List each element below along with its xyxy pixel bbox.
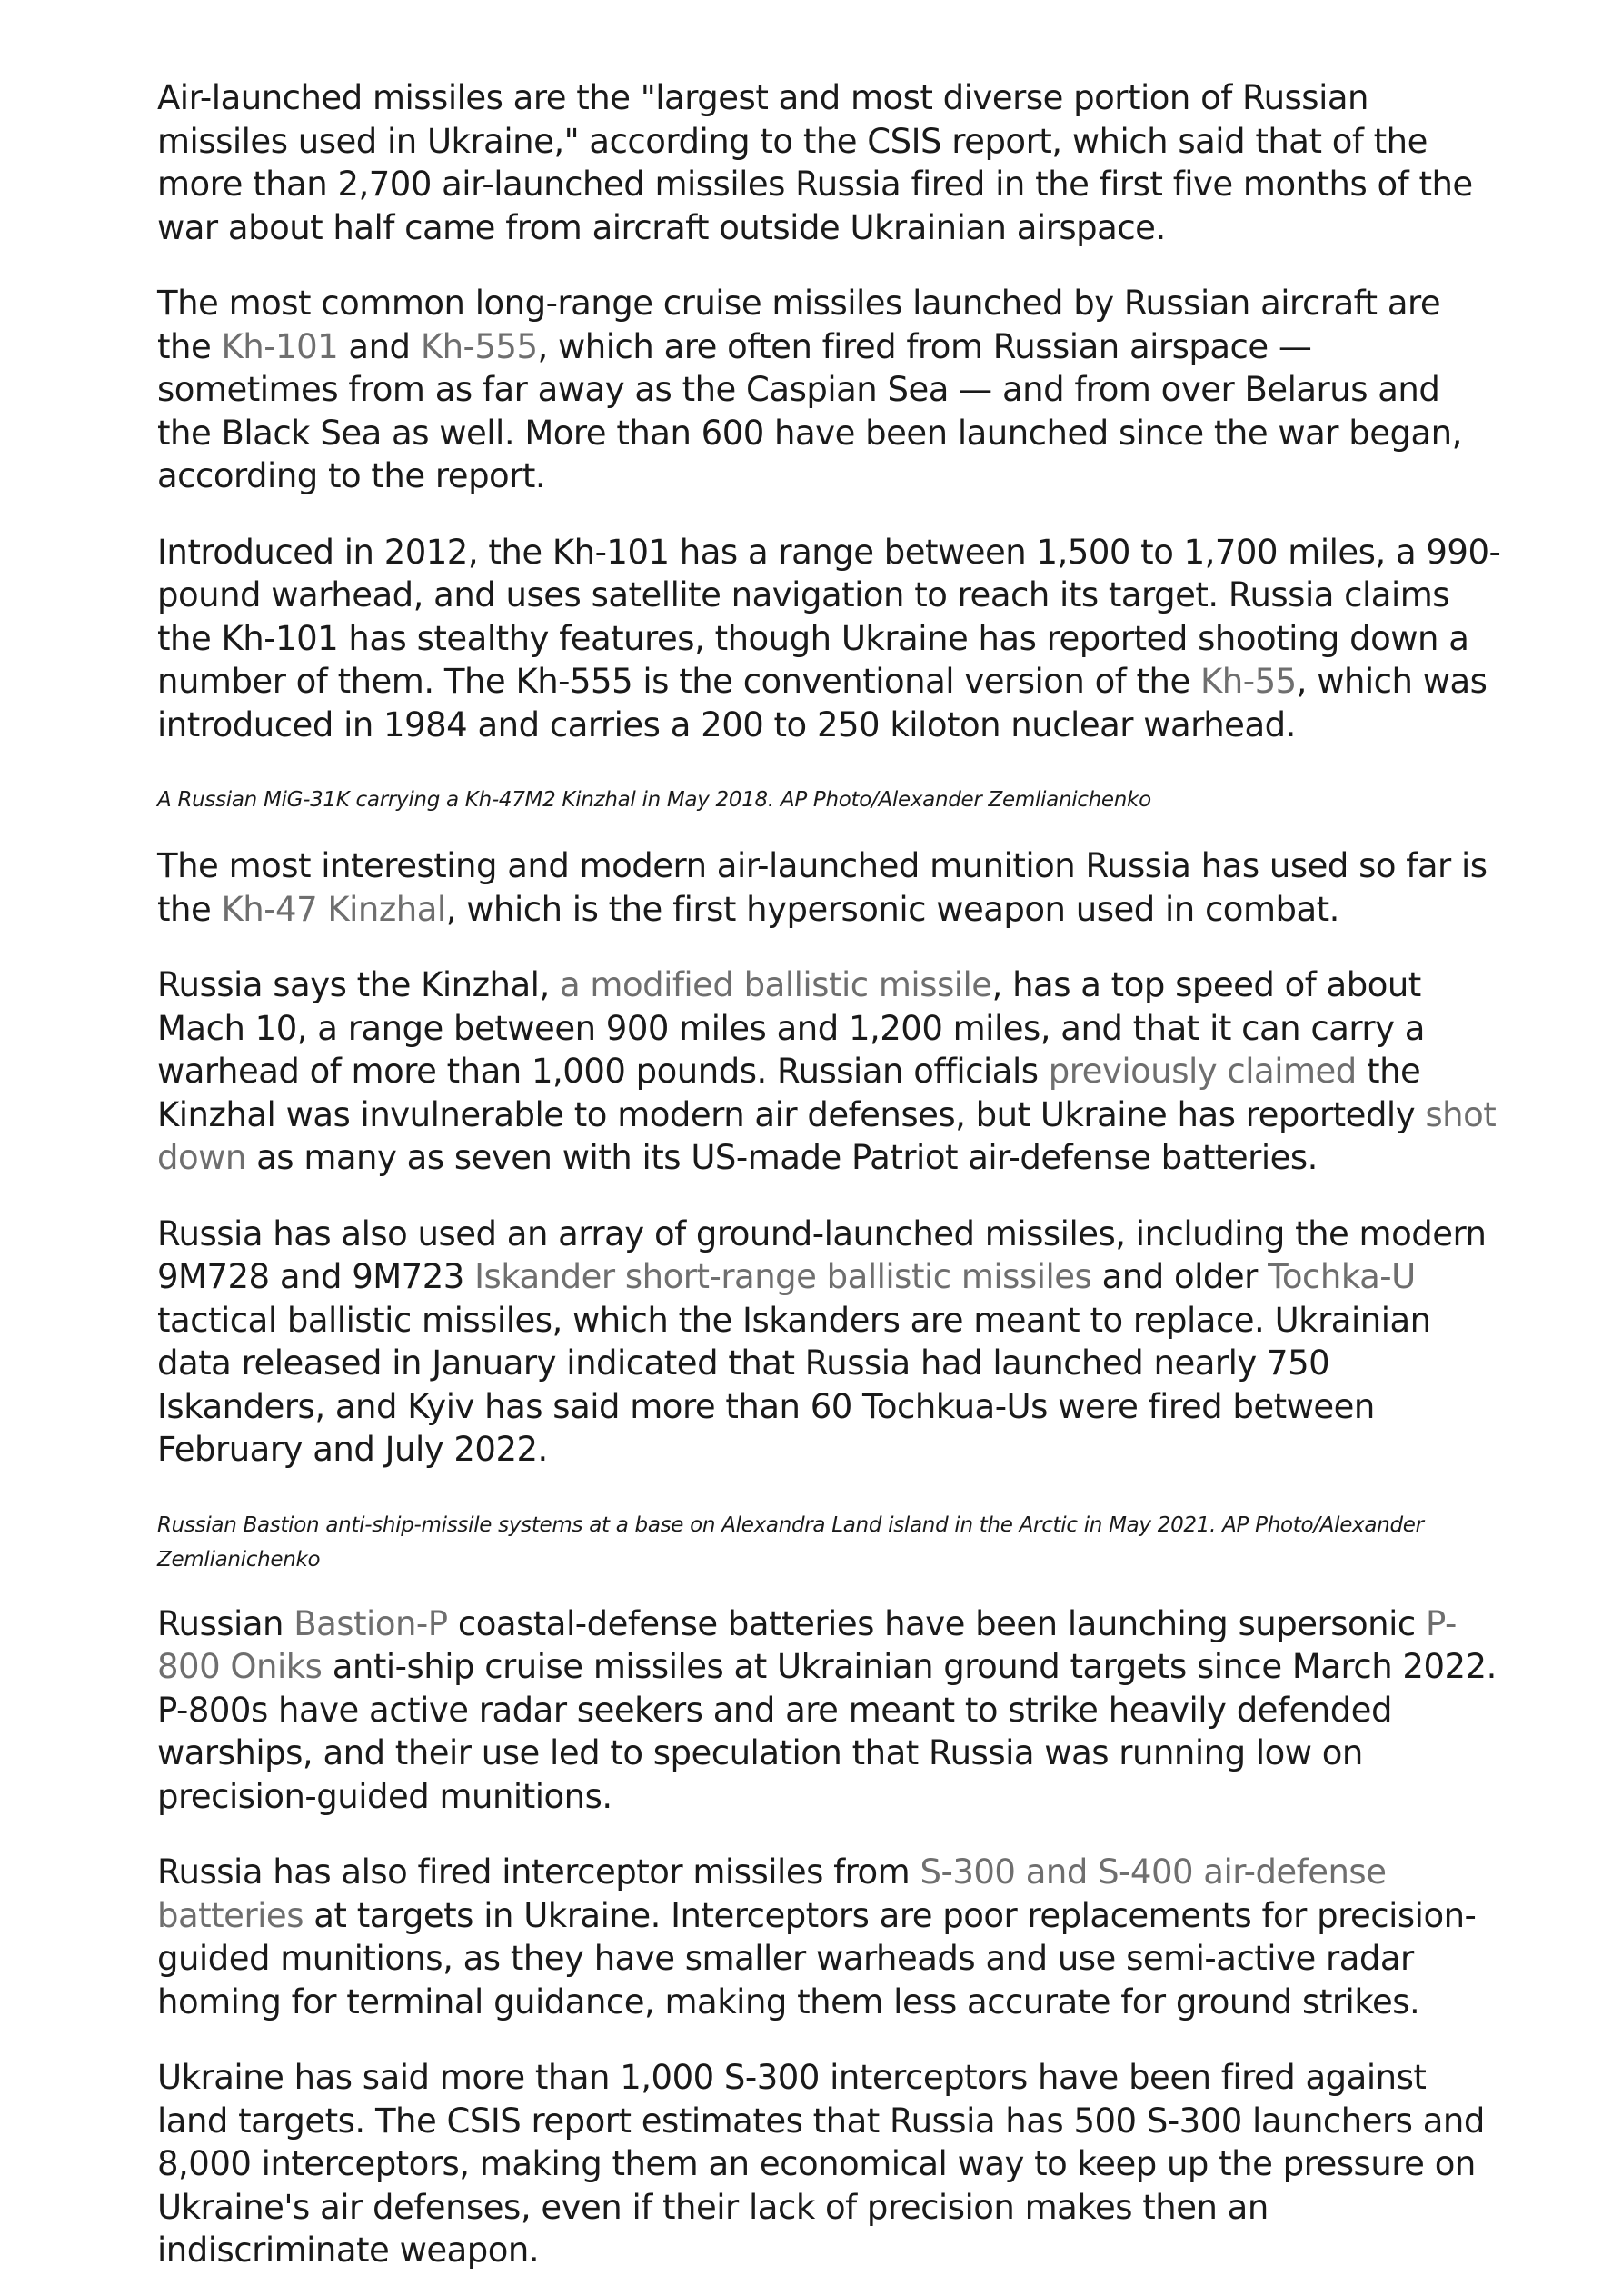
paragraph-ground-launched — [157, 1213, 1502, 1472]
paragraph-text: the Kinzhal was invulnerable to modern air defenses, but Ukraine has reportedly — [157, 1052, 1426, 1134]
link-iskander[interactable]: Iskander short-range ballistic missiles — [474, 1257, 1092, 1296]
paragraph-text: The most common long-range cruise missiles launched by Russian aircraft are the — [157, 284, 1441, 366]
paragraph-text: , which was introduced in 1984 and carries a 200 to 250 kiloton nuclear warhead. — [157, 662, 1488, 744]
paragraph-text: Russia says the Kinzhal, — [157, 965, 560, 1004]
paragraph-kh-101 — [157, 531, 1502, 747]
paragraph-s-300 — [157, 2056, 1502, 2272]
paragraph-bastion — [157, 1602, 1502, 1819]
paragraph-text: as many as seven with its US-made Patriot air-defense batteries. — [245, 1138, 1318, 1177]
paragraph-text: tactical ballistic missiles, which the Iskanders are meant to replace. Ukrainian data released in January indicated that Russia had launched nearly 750 Iskanders, and Kyiv has said more than 60 Tochkua-Us were fired between February and July 2022. — [157, 1300, 1431, 1469]
paragraph-text: coastal-defense batteries have been launching supersonic — [447, 1603, 1426, 1643]
paragraph-text: Russia has also used an array of ground-launched missiles, including the modern 9M728 and 9M723 — [157, 1213, 1487, 1296]
link-kh-55[interactable]: Kh-55 — [1200, 662, 1297, 701]
paragraph-text: Introduced in 2012, the Kh-101 has a range between 1,500 to 1,700 miles, a 990-pound warhead, and uses satellite navigation to reach its target. Russia claims the Kh-101 has stealthy features, though Ukraine has reported shooting down a number of them. The Kh-555 is the conventional version of the — [157, 532, 1501, 701]
paragraph-kinzhal-specs — [157, 963, 1502, 1180]
link-modified-ballistic-missile[interactable]: a modified ballistic missile — [559, 965, 992, 1004]
paragraph-cruise-missiles — [157, 282, 1502, 498]
paragraph-air-launched — [157, 76, 1502, 249]
photo-caption-kinzhal: A Russian MiG-31K carrying a Kh-47M2 Kinzhal in May 2018. AP Photo/Alexander Zemlianichenko — [157, 788, 1151, 812]
paragraph-text: The most interesting and modern air-launched munition Russia has used so far is the — [157, 846, 1488, 929]
link-kh-555[interactable]: Kh-555 — [420, 326, 538, 366]
paragraph-text: Russian — [157, 1603, 294, 1643]
link-s-300-s-400[interactable]: S-300 and S-400 air-defense batteries — [157, 1852, 1387, 1935]
photo-caption-bastion: Russian Bastion anti-ship-missile systems at a base on Alexandra Land island in the Arctic in May 2021. AP Photo/Alexander Zemlianichenko — [157, 1512, 1424, 1572]
link-kh-101[interactable]: Kh-101 — [221, 326, 339, 366]
paragraph-text: , which are often fired from Russian airspace — sometimes from as far away as the Caspian Sea — and from over Belarus and the Black Sea as well. More than 600 have been launched since the war began, according to the report. — [157, 326, 1462, 495]
link-kh-47-kinzhal[interactable]: Kh-47 Kinzhal — [221, 889, 446, 929]
paragraph-text: anti-ship cruise missiles at Ukrainian ground targets since March 2022. P-800s have active radar seekers and are meant to strike heavily defended warships, and their use led to speculation that Russia was running low on precision-guided munitions. — [157, 1647, 1497, 1816]
paragraph-text: Air-launched missiles are the "largest and most diverse portion of Russian missiles used in Ukraine," according to the CSIS report, which said that of the more than 2,700 air-launched missiles Russia fired in the first five months of the war about half came from aircraft outside Ukrainian airspace. — [157, 78, 1473, 247]
link-p-800-oniks[interactable]: P-800 Oniks — [157, 1603, 1457, 1686]
paragraph-kinzhal-intro — [157, 844, 1502, 931]
paragraph-text: and older — [1091, 1257, 1269, 1296]
link-previously-claimed[interactable]: previously claimed — [1048, 1052, 1357, 1091]
link-bastion-p[interactable]: Bastion-P — [294, 1603, 448, 1643]
paragraph-text: Russia has also fired interceptor missiles from — [157, 1852, 920, 1892]
paragraph-text: at targets in Ukraine. Interceptors are poor replacements for precision-guided munitions, as they have smaller warheads and use semi-active radar homing for terminal guidance, making them less accurate for ground strikes. — [157, 1895, 1477, 2021]
paragraph-text: Ukraine has said more than 1,000 S-300 interceptors have been fired against land targets. The CSIS report estimates that Russia has 500 S-300 launchers and 8,000 interceptors, making them an economical way to keep up the pressure on Ukraine's air defenses, even if their lack of precision makes then an indiscriminate weapon. — [157, 2058, 1485, 2270]
link-tochka-u[interactable]: Tochka-U — [1268, 1257, 1416, 1296]
paragraph-text: and — [338, 326, 421, 366]
link-shot-down[interactable]: shot down — [157, 1094, 1497, 1177]
paragraph-interceptors — [157, 1851, 1502, 2023]
article-body — [157, 76, 1502, 2272]
paragraph-text: , has a top speed of about Mach 10, a range between 900 miles and 1,200 miles, and that it can carry a warhead of more than 1,000 pounds. Russian officials — [157, 965, 1425, 1091]
paragraph-text: , which is the first hypersonic weapon used in combat. — [445, 889, 1339, 929]
